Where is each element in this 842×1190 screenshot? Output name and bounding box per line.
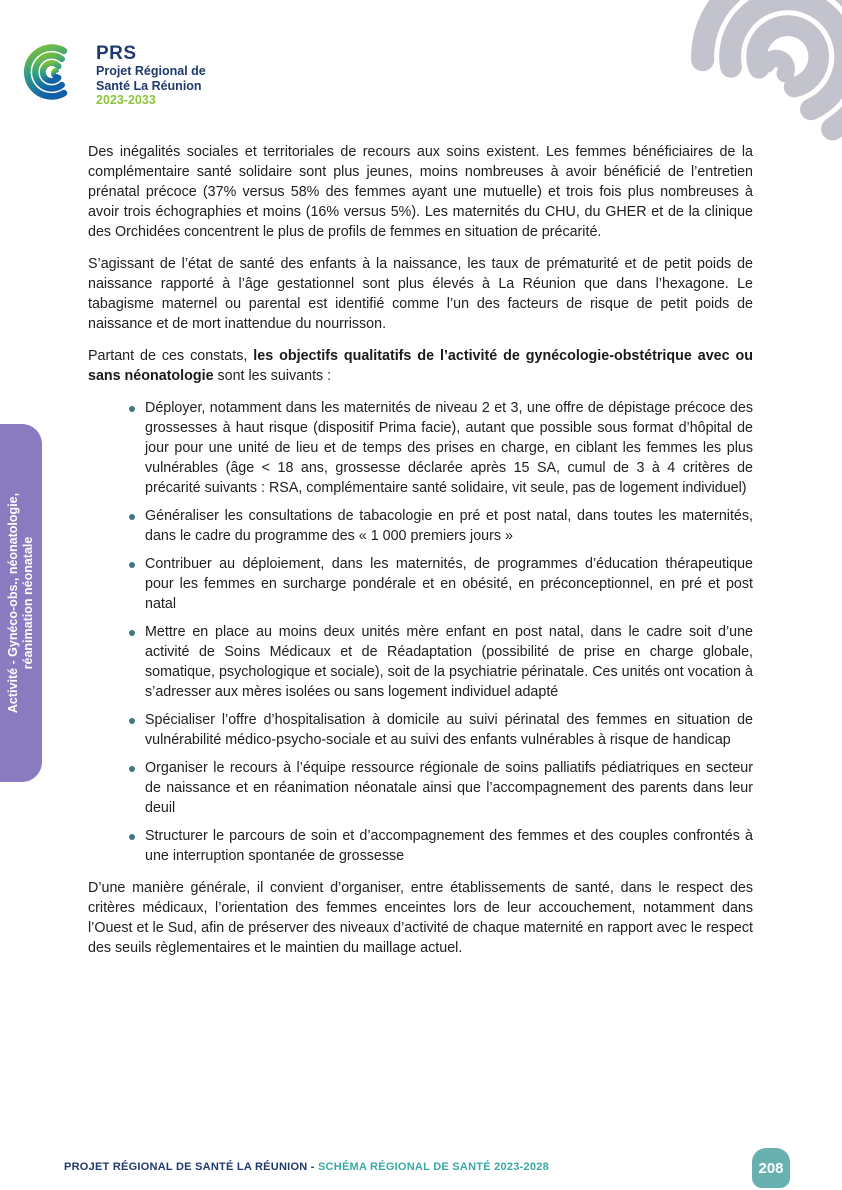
prs-logo: [24, 36, 206, 108]
paragraph-objectives-intro: [88, 346, 753, 386]
bullet-item: Spécialiser l’offre d’hospitalisation à domicile au suivi périnatal des femmes en situation de vulnérabilité médico-psycho-sociale et au suivi des enfants vulnérables à risque de handicap: [88, 710, 753, 750]
footer: [64, 1161, 549, 1173]
intro-prefix: Partant de ces constats,: [88, 348, 254, 364]
bullet-item: Généraliser les consultations de tabacologie en pré et post natal, dans toutes les maternités, dans le cadre du programme des « 1 000 premiers jours »: [88, 506, 753, 546]
logo-title-line2: Santé La Réunion: [96, 78, 202, 93]
page-content: [88, 142, 753, 970]
paragraph-closing: D’une manière générale, il convient d’organiser, entre établissements de santé, dans le respect des critères médicaux, l’orientation des femmes enceintes lors de leur accouchement, notamment dans l’Ouest et le Sud, afin de préserver des niveaux d’activité de chaque maternité en rapport avec le respect des seuils règlementaires et le maintien du maillage actuel.: [88, 880, 753, 956]
logo-title-line1: Projet Régional de: [96, 64, 206, 78]
objectives-bullet-list: [88, 398, 753, 866]
paragraph-child-health: S’agissant de l’état de santé des enfants à la naissance, les taux de prématurité et de petit poids de naissance rapporté à l’âge gestationnel sont plus élevés à La Réunion que dans l’hexagone. Le tabagisme maternel ou parental est identifié comme l’un des facteurs de risque de petit poids de naissance et de mort inattendue du nourrisson.: [88, 256, 753, 332]
page-number: 208: [758, 1159, 784, 1177]
prs-arc-logo-icon: [24, 36, 90, 108]
bullet-item: Déployer, notamment dans les maternités de niveau 2 et 3, une offre de dépistage précoce des grossesses à haut risque (dispositif Prima facie), autant que possible sous format d’hôpital de jour pour une unité de lieu et de temps des prises en charge, en ciblant les femmes les plus vulnérables (âge < 18 ans, grossesse déclarée après 15 SA, cumul de 3 à 4 critères de précarité suivants : RSA, complémentaire santé solidaire, vit seule, pas de logement individuel): [88, 398, 753, 498]
paragraph-inequalities: Des inégalités sociales et territoriales de recours aux soins existent. Les femmes bénéficiaires de la complémentaire santé solidaire sont plus jeunes, moins nombreuses à avoir bénéficié de l’entretien prénatal précoce (37% versus 58% des femmes ayant une mutuelle) et trois fois plus nombreuses à avoir trois échographies et moins (16% versus 5%). Les maternités du CHU, du GHER et de la clinique des Orchidées concentrent le plus de profils de femmes en situation de précarité.: [88, 144, 753, 240]
sidebar-tab-activite-gyneco: [0, 424, 42, 782]
bullet-item: Organiser le recours à l’équipe ressource régionale de soins palliatifs pédiatriques en secteur de naissance et en réanimation néonatale ainsi que l’accompagnement des parents dans leur deuil: [88, 758, 753, 818]
bullet-item: Mettre en place au moins deux unités mère enfant en post natal, dans le cadre soit d’une activité de Soins Médicaux et de Réadaptation (possibilité de prise en charge globale, somatique, psychologique et sociale), soit de la psychiatrie périnatale. Ces unités ont vocation à s’adresser aux mères isolées ou sans logement individuel adapté: [88, 622, 753, 702]
bullet-item: Structurer le parcours de soin et d’accompagnement des femmes et des couples confrontés à une interruption spontanée de grossesse: [88, 826, 753, 866]
sidebar-tab-label: [0, 424, 42, 782]
logo-acronym: PRS: [96, 43, 137, 64]
sidebar-tab-label-line2: réanimation néonatale: [21, 536, 35, 670]
footer-schema-title: SCHÉMA RÉGIONAL DE SANTÉ 2023-2028: [317, 1161, 549, 1173]
bullet-item: Contribuer au déploiement, dans les maternités, de programmes d’éducation thérapeutique pour les femmes en surcharge pondérale et en obésité, en préconceptionnel, en pré et post natal: [88, 554, 753, 614]
intro-bold: les objectifs qualitatifs de l’activité de gynécologie-obstétrique avec ou sans néonatologie: [88, 348, 753, 384]
logo-years: 2023-2033: [96, 93, 156, 107]
footer-document-title: PROJET RÉGIONAL DE SANTÉ LA RÉUNION -: [64, 1161, 318, 1173]
intro-suffix: sont les suivants :: [213, 368, 332, 384]
sidebar-tab-label-line1: Activité - Gynéco-obs., néonatologie,: [5, 492, 20, 714]
page-number-badge: [752, 1148, 790, 1188]
